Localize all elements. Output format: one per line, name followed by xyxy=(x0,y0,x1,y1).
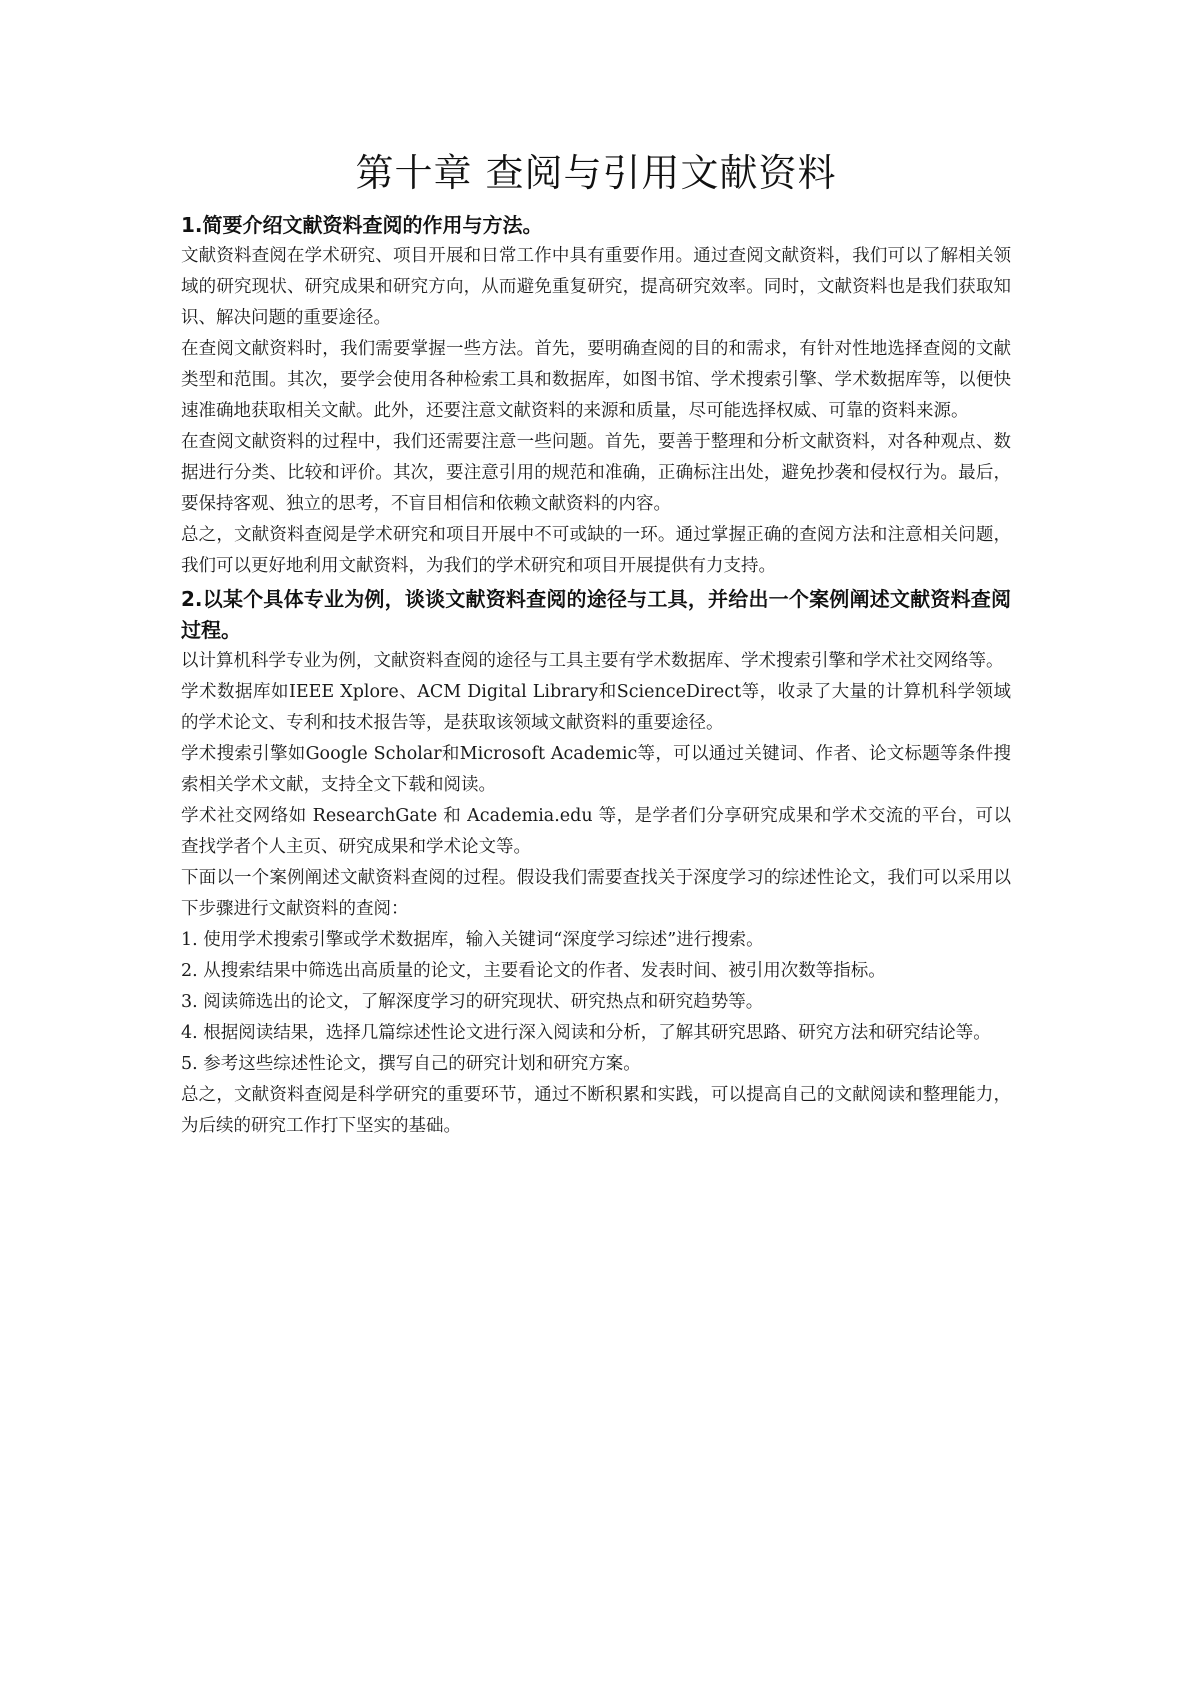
conclusion-paragraph: 总之，文献资料查阅是科学研究的重要环节，通过不断积累和实践，可以提高自己的文献阅读和整理能力，为后续的研究工作打下坚实的基础。 xyxy=(181,1085,1011,1136)
section-1-paragraph: 在查阅文献资料时，我们需要掌握一些方法。首先，要明确查阅的目的和需求，有针对性地选择查阅的文献类型和范围。其次，要学会使用各种检索工具和数据库，如图书馆、学术搜索引擎、学术数据库等，以便快速准确地获取相关文献。此外，还要注意文献资料的来源和质量，尽可能选择权威、可靠的资料来源。 xyxy=(181,339,1011,421)
section-2-question: 2.以某个具体专业为例，谈谈文献资料查阅的途径与工具，并给出一个案例阐述文献资料查阅过程。 xyxy=(181,587,1011,642)
section-1 xyxy=(181,210,1011,582)
step-item: 5. 参考这些综述性论文，撰写自己的研究计划和研究方案。 xyxy=(181,1054,641,1074)
step-item: 4. 根据阅读结果，选择几篇综述性论文进行深入阅读和分析，了解其研究思路、研究方法和研究结论等。 xyxy=(181,1023,991,1043)
section-2-paragraph: 学术社交网络如 ResearchGate 和 Academia.edu 等，是学者们分享研究成果和学术交流的平台，可以查找学者个人主页、研究成果和学术论文等。 xyxy=(181,806,1011,857)
section-2-paragraph: 下面以一个案例阐述文献资料查阅的过程。假设我们需要查找关于深度学习的综述性论文，我们可以采用以下步骤进行文献资料的查阅： xyxy=(181,868,1011,919)
chapter-title: 第十章 查阅与引用文献资料 xyxy=(355,151,837,195)
section-2-paragraph: 以计算机科学专业为例，文献资料查阅的途径与工具主要有学术数据库、学术搜索引擎和学术社交网络等。 xyxy=(181,651,1004,671)
section-1-paragraph: 在查阅文献资料的过程中，我们还需要注意一些问题。首先，要善于整理和分析文献资料，对各种观点、数据进行分类、比较和评价。其次，要注意引用的规范和准确，正确标注出处，避免抄袭和侵权行为。最后，要保持客观、独立的思考，不盲目相信和依赖文献资料的内容。 xyxy=(181,432,1011,514)
step-item: 1. 使用学术搜索引擎或学术数据库，输入关键词“深度学习综述”进行搜索。 xyxy=(181,930,764,950)
step-item: 2. 从搜索结果中筛选出高质量的论文，主要看论文的作者、发表时间、被引用次数等指标。 xyxy=(181,961,886,981)
section-2-paragraph: 学术搜索引擎如Google Scholar和Microsoft Academic等，可以通过关键词、作者、论文标题等条件搜索相关学术文献，支持全文下载和阅读。 xyxy=(181,744,1011,795)
section-1-paragraph: 文献资料查阅在学术研究、项目开展和日常工作中具有重要作用。通过查阅文献资料，我们可以了解相关领域的研究现状、研究成果和研究方向，从而避免重复研究，提高研究效率。同时，文献资料也是我们获取知识、解决问题的重要途径。 xyxy=(181,246,1011,328)
section-1-question: 1.简要介绍文献资料查阅的作用与方法。 xyxy=(181,213,543,237)
section-1-paragraph: 总之，文献资料查阅是学术研究和项目开展中不可或缺的一环。通过掌握正确的查阅方法和注意相关问题，我们可以更好地利用文献资料，为我们的学术研究和项目开展提供有力支持。 xyxy=(181,525,1011,576)
section-2-paragraph: 学术数据库如IEEE Xplore、ACM Digital Library和ScienceDirect等，收录了大量的计算机科学领域的学术论文、专利和技术报告等，是获取该领域文献资料的重要途径。 xyxy=(181,682,1011,733)
section-2 xyxy=(181,584,1011,1142)
step-item: 3. 阅读筛选出的论文，了解深度学习的研究现状、研究热点和研究趋势等。 xyxy=(181,992,764,1012)
document-content xyxy=(181,146,1011,1142)
